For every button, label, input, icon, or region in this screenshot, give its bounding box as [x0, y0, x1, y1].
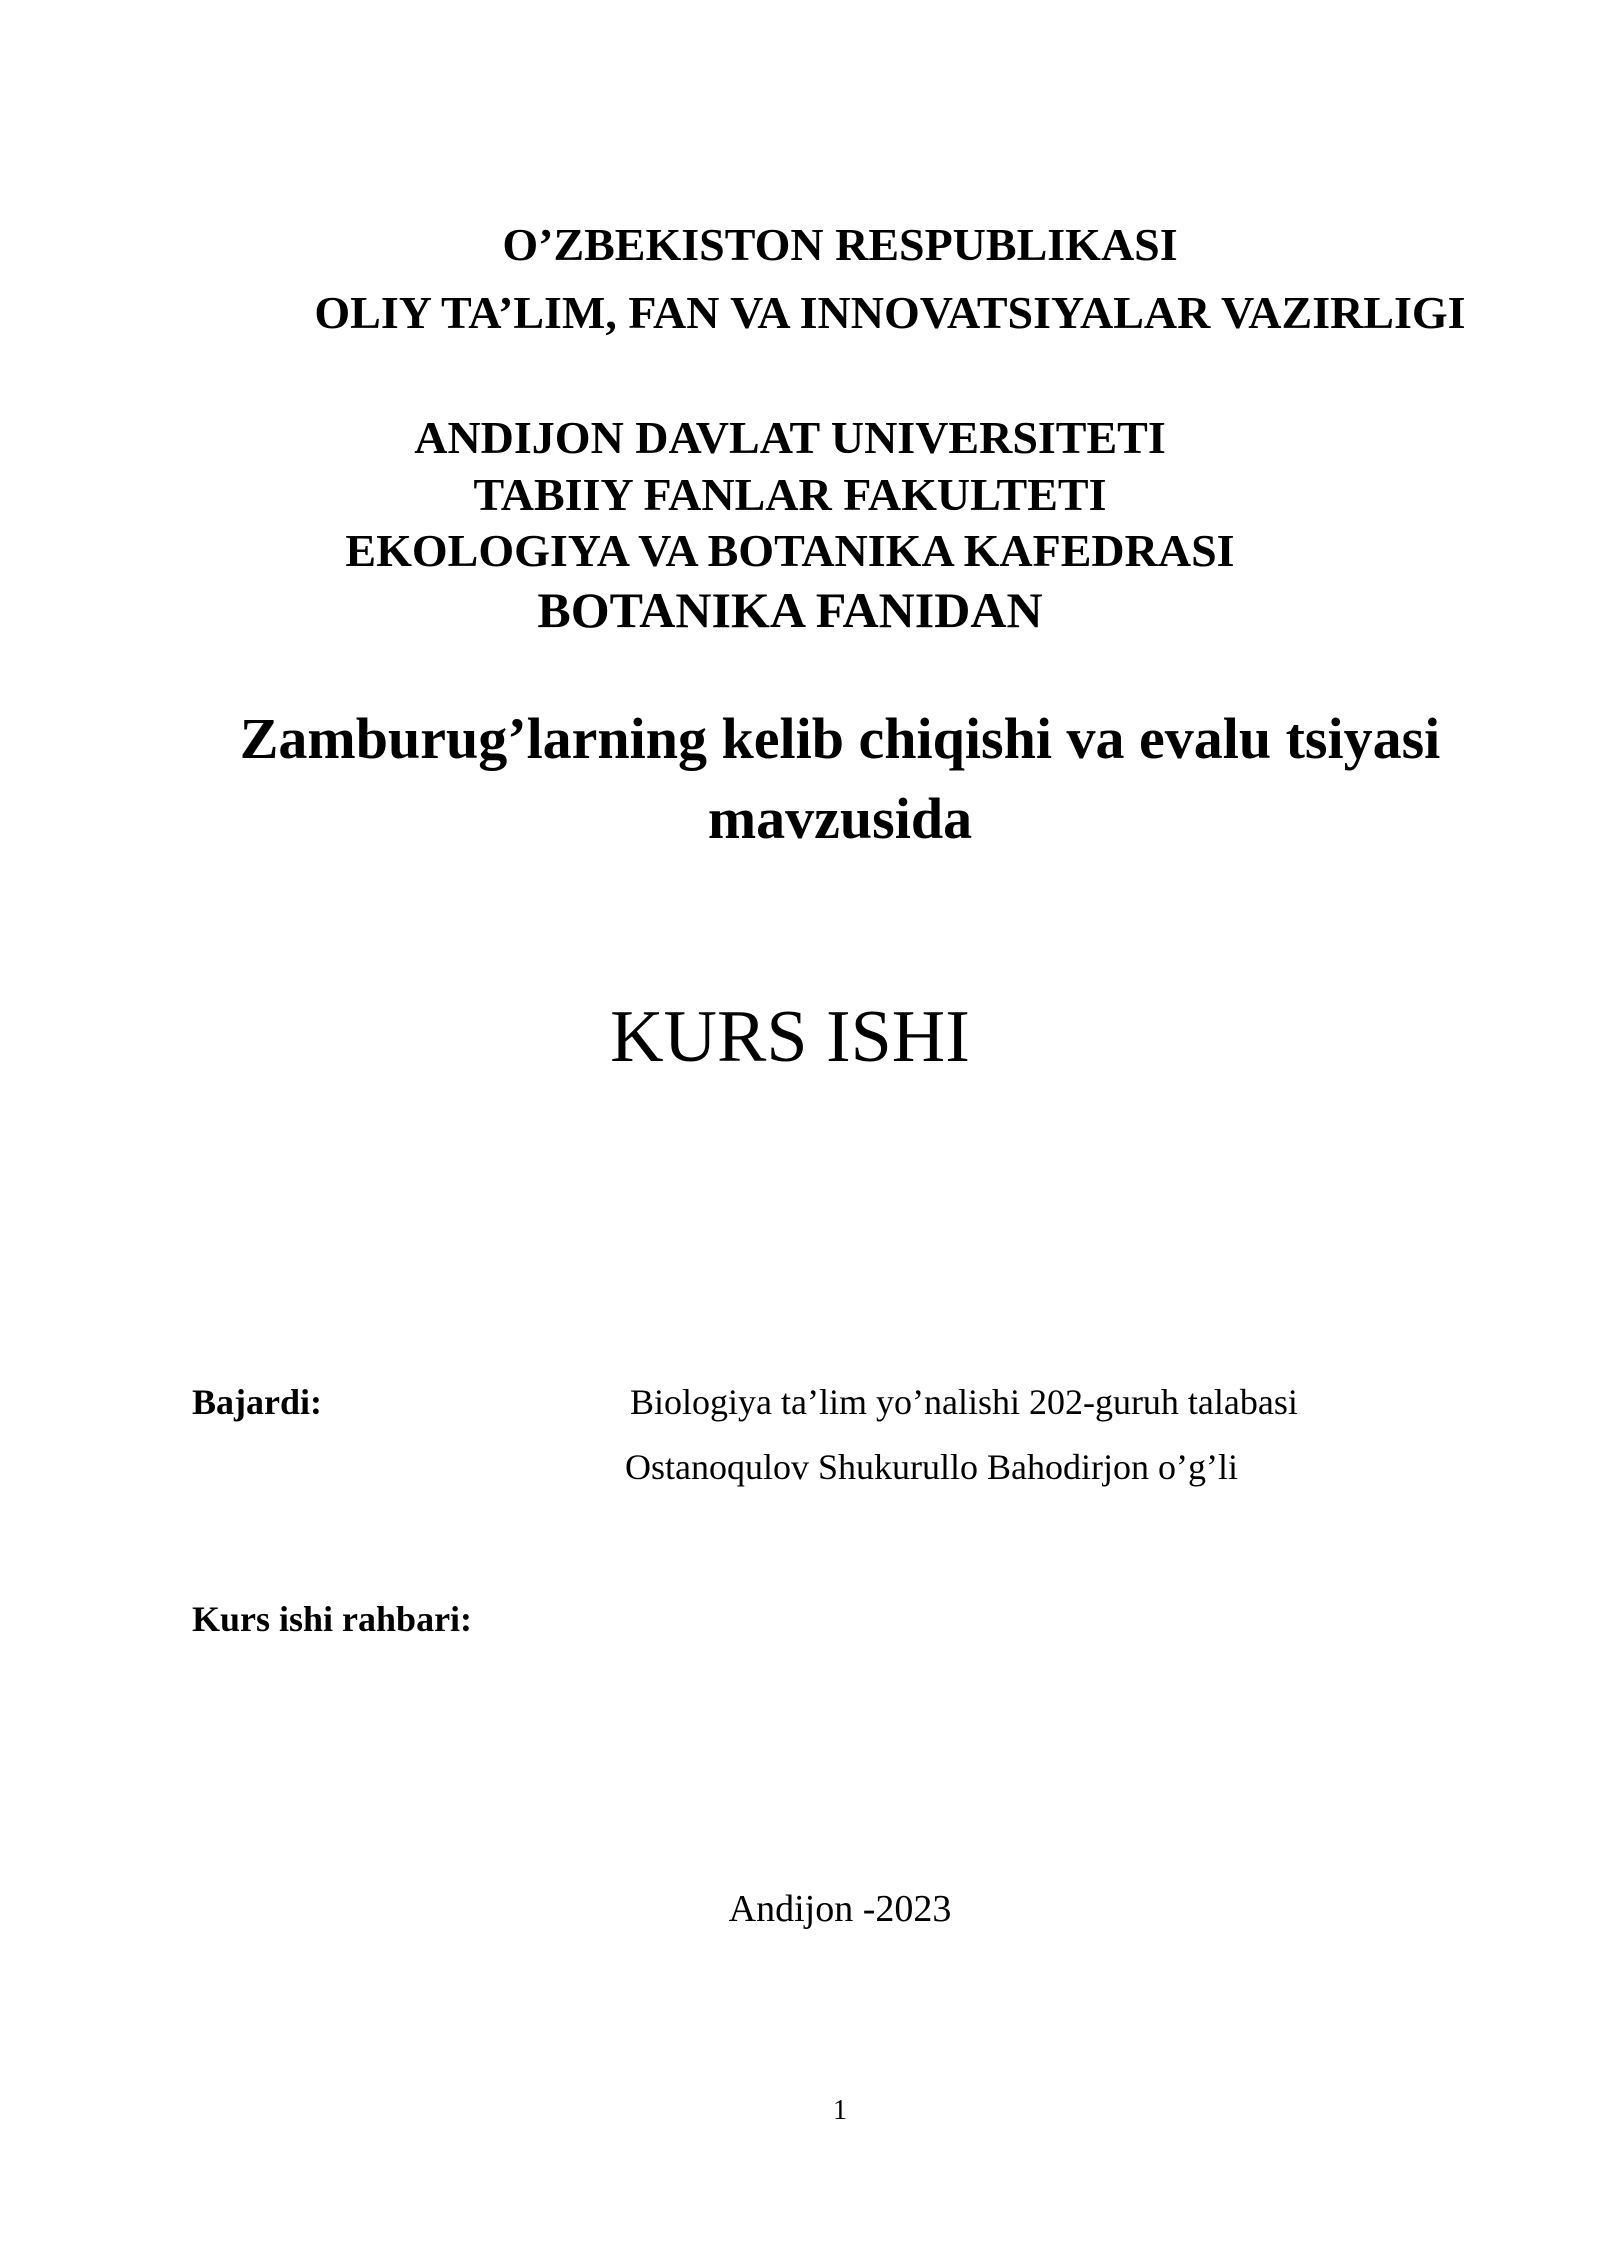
university-name: ANDIJON DAVLAT UNIVERSITETI [414, 412, 1166, 463]
place-and-year: Andijon -2023 [728, 1888, 952, 1930]
page-number: 1 [833, 2095, 847, 2126]
ministry-line-1: O’ZBEKISTON RESPUBLIKASI [502, 219, 1178, 270]
student-group-text: Biologiya ta’lim yo’nalishi 202-guruh talabasi [630, 1382, 1298, 1422]
document-type-title: KURS ISHI [610, 996, 970, 1078]
faculty-name: TABIIY FANLAR FAKULTETI [473, 469, 1107, 520]
topic-title-line-2: mavzusida [707, 786, 973, 851]
supervisor-label: Kurs ishi rahbari: [192, 1599, 473, 1639]
department-name: EKOLOGIYA VA BOTANIKA KAFEDRASI [345, 525, 1235, 576]
subject-name: BOTANIKA FANIDAN [537, 582, 1043, 638]
ministry-line-2: OLIY TA’LIM, FAN VA INNOVATSIYALAR VAZIRLIGI [314, 287, 1466, 338]
topic-title-line-1: Zamburug’larning kelib chiqishi va evalu tsiyasi [239, 706, 1441, 771]
performed-by-label: Bajardi: [192, 1382, 322, 1422]
student-name-text: Ostanoqulov Shukurullo Bahodirjon o’g’li [625, 1447, 1238, 1487]
